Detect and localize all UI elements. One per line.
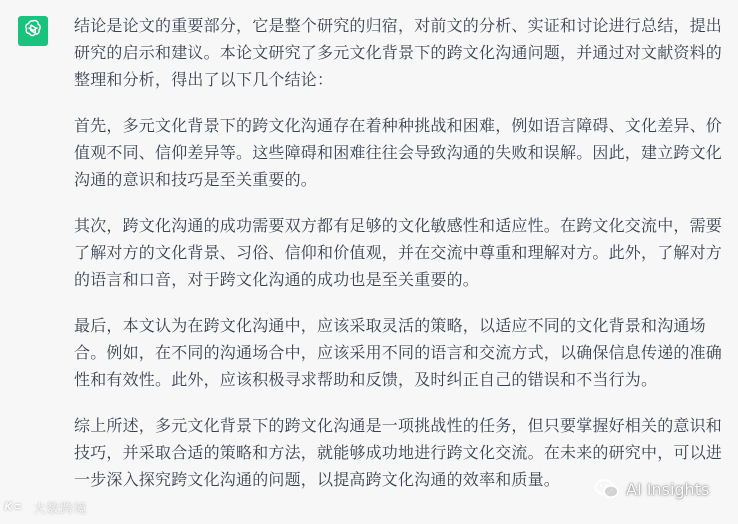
wechat-icon	[594, 478, 620, 500]
openai-logo-icon	[22, 18, 44, 44]
watermark-right	[594, 478, 709, 500]
message-paragraph: 综上所述，多元文化背景下的跨文化沟通是一项挑战性的任务，但只要掌握好相关的意识和技巧，并采取合适的策略和方法，就能够成功地进行跨文化交流。在未来的研究中，可以进一步深入探究跨文化沟通的问题，以提高跨文化沟通的效率和质量。	[74, 416, 723, 489]
message-paragraph: 其次，跨文化沟通的成功需要双方都有足够的文化敏感性和适应性。在跨文化交流中，需要了解对方的文化背景、习俗、信仰和价值观，并在交流中尊重和理解对方。此外，了解对方的语言和口音，对于跨文化沟通的成功也是至关重要的。	[74, 216, 723, 289]
watermark-logo-icon: K⊂	[4, 499, 23, 513]
message-paragraph: 结论是论文的重要部分，它是整个研究的归宿，对前文的分析、实证和讨论进行总结，提出研究的启示和建议。本论文研究了多元文化背景下的跨文化沟通问题，并通过对文献资料的整理和分析，得出了以下几个结论：	[74, 16, 723, 89]
watermark-left	[4, 498, 87, 517]
assistant-avatar	[18, 16, 48, 46]
watermark-left-text: 大数跨境	[33, 502, 88, 517]
message-paragraph: 首先，多元文化背景下的跨文化沟通存在着种种挑战和困难，例如语言障碍、文化差异、价值观不同、信仰差异等。这些障碍和困难往往会导致沟通的失败和误解。因此，建立跨文化沟通的意识和技巧是至关重要的。	[74, 116, 723, 189]
watermark-right-text: AI Insights	[626, 479, 710, 499]
message-content	[74, 12, 726, 512]
message-paragraph: 最后，本文认为在跨文化沟通中，应该采取灵活的策略，以适应不同的文化背景和沟通场合。例如，在不同的沟通场合中，应该采用不同的语言和交流方式，以确保信息传递的准确性和有效性。此外，应该积极寻求帮助和反馈，及时纠正自己的错误和不当行为。	[74, 316, 723, 389]
